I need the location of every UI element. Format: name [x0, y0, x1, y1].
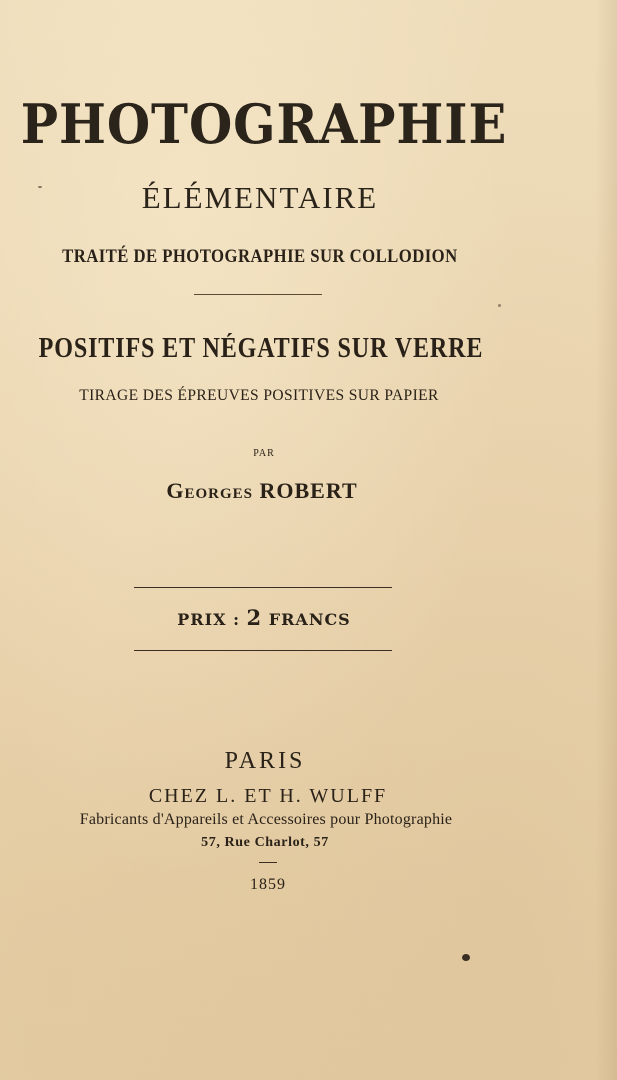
book-subtitle: ÉLÉMENTAIRE — [141, 180, 379, 215]
price-label: PRIX : — [177, 610, 240, 629]
price-rule-bottom — [134, 650, 392, 651]
imprint-dash — [259, 862, 277, 863]
imprint-publisher: CHEZ L. ET H. WULFF — [148, 785, 388, 807]
price-rule-top — [134, 587, 392, 588]
author-name — [0, 478, 524, 504]
author-first-name: Georges — [166, 478, 253, 503]
price-amount: 2 — [246, 605, 263, 630]
content-heading: POSITIFS ET NÉGATIFS SUR VERRE — [38, 333, 484, 364]
by-label: PAR — [253, 448, 275, 459]
author-last-name: ROBERT — [259, 478, 358, 503]
foxing-spot — [498, 304, 501, 307]
imprint-city: PARIS — [224, 748, 306, 774]
price-currency: FRANCS — [268, 610, 351, 629]
content-subheading: TIRAGE DES ÉPREUVES POSITIVES SUR PAPIER — [79, 387, 439, 404]
imprint-year: 1859 — [250, 876, 286, 893]
treatise-line: TRAITÉ DE PHOTOGRAPHIE SUR COLLODION — [62, 246, 458, 267]
book-title: PHOTOGRAPHIE — [20, 92, 508, 156]
divider-short — [194, 294, 322, 295]
price-line — [0, 605, 528, 630]
foxing-spot — [38, 186, 42, 188]
page-edge-shadow — [595, 0, 617, 1080]
imprint-description: Fabricants d'Appareils et Accessoires pour Photographie — [79, 811, 453, 828]
imprint-address: 57, Rue Charlot, 57 — [201, 835, 329, 850]
ink-spot — [462, 954, 470, 961]
